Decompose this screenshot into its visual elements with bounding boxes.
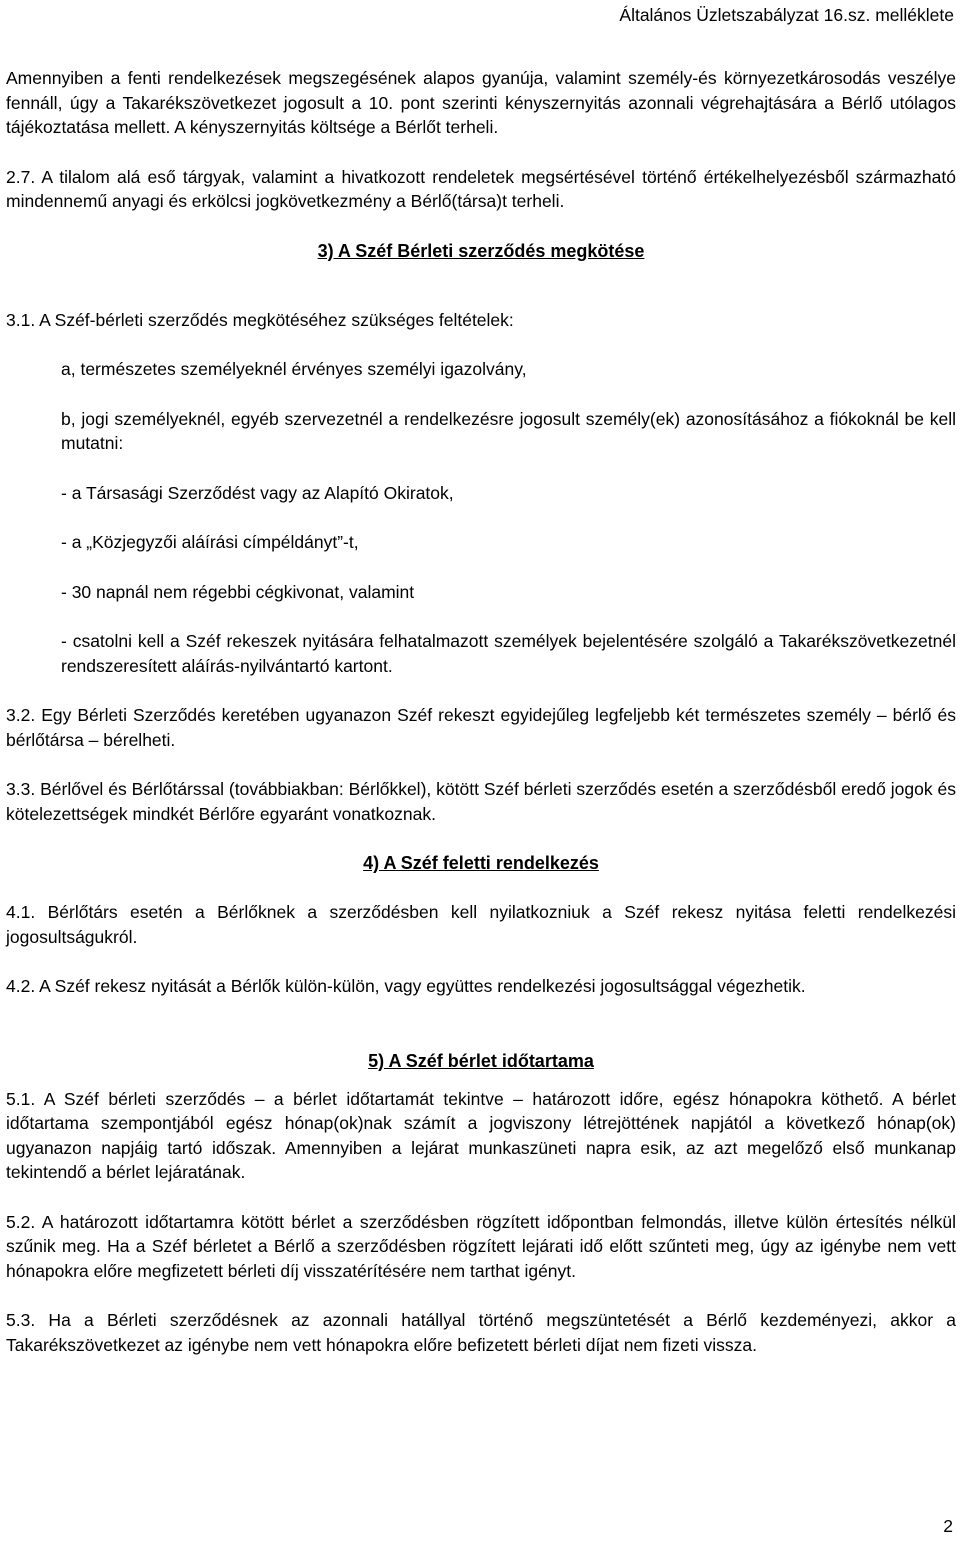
paragraph-intro: Amennyiben a fenti rendelkezések megszegésének alapos gyanúja, valamint személy-és környezetkárosodás veszélye fennáll, úgy a Takarékszövetkezet jogosult a 10. pont szerinti kényszernyitás azonnali végrehajtására a Bérlő utólagos tájékoztatása mellett. A kényszernyitás költsége a Bérlőt terheli. [6,68,956,137]
paragraph-3-1-b: b, jogi személyeknél, egyéb szervezetnél a rendelkezésre jogosult személy(ek) azonosításához a fiókoknál be kell mutatni: [61,408,956,453]
section-heading-3: 3) A Széf Bérleti szerződés megkötése [317,240,645,261]
page-header: Általános Üzletszabályzat 16.sz. melléklete [619,5,954,25]
list-item-dash-2: - a „Közjegyzői aláírási címpéldányt”-t, [61,532,359,552]
paragraph-3-1: 3.1. A Széf-bérleti szerződés megkötéséhez szükséges feltételek: [6,309,514,330]
paragraph-3-2: 3.2. Egy Bérleti Szerződés keretében ugyanazon Széf rekeszt egyidejűleg legfeljebb két természetes személy – bérlő és bérlőtársa – bérelheti. [6,705,956,750]
paragraph-3-1-a: a, természetes személyeknél érvényes személyi igazolvány, [61,359,527,379]
list-item-dash-3: - 30 napnál nem régebbi cégkivonat, valamint [61,581,415,602]
section-heading-4: 4) A Széf feletti rendelkezés [363,853,599,873]
paragraph-4-1: 4.1. Bérlőtárs esetén a Bérlőknek a szerződésben kell nyilatkozniuk a Széf rekesz nyitása feletti rendelkezési jogosultságukról. [6,902,956,947]
paragraph-5-1: 5.1. A Széf bérleti szerződés – a bérlet időtartamát tekintve – határozott időre, egész hónapokra köthető. A bérlet időtartama szempontjából egész hónap(ok)nak számít a jogviszony létrejöttének napjától a következő hónap(ok) ugyanazon napjáig tartó időszak. Amennyiben a lejárat munkaszüneti napra esik, az azt megelőző első munkanap tekintendő a bérlet lejáratának. [6,1088,956,1182]
page-number: 2 [943,1516,953,1536]
paragraph-2-7: 2.7. A tilalom alá eső tárgyak, valamint a hivatkozott rendeletek megsértésével történő értékelhelyezésből származható mindennemű anyagi és erkölcsi jogkövetkezmény a Bérlő(társa)t terheli. [6,166,956,211]
paragraph-3-3: 3.3. Bérlővel és Bérlőtárssal (továbbiakban: Bérlőkkel), kötött Széf bérleti szerződés esetén a szerződésből eredő jogok és kötelezettségek mindkét Bérlőre egyaránt vonatkoznak. [6,779,956,824]
list-item-dash-4: - csatolni kell a Széf rekeszek nyitására felhatalmazott személyek bejelentésére szolgáló a Takarékszövetkezetnél rendszeresített aláírás-nyilvántartó kartont. [61,631,956,676]
paragraph-5-3: 5.3. Ha a Bérleti szerződésnek az azonnali hatállyal történő megszüntetését a Bérlő kezdeményezi, akkor a Takarékszövetkezet az igénybe nem vett hónapokra előre befizetett bérleti díjat nem fizeti vissza. [6,1310,956,1355]
section-heading-5: 5) A Széf bérlet időtartama [368,1050,594,1071]
paragraph-4-2: 4.2. A Széf rekesz nyitását a Bérlők külön-külön, vagy együttes rendelkezési jogosultsággal végezhetik. [6,976,806,996]
paragraph-5-2: 5.2. A határozott időtartamra kötött bérlet a szerződésben rögzített időpontban felmondás, illetve külön értesítés nélkül szűnik meg. Ha a Széf bérletet a Bérlő a szerződésben rögzített lejárati idő előtt szűnteti meg, úgy az igénybe nem vett hónapokra előre megfizetett bérleti díj visszatérítésére nem tarthat igényt. [6,1211,956,1281]
document-body [6,66,956,1357]
list-item-dash-1: - a Társasági Szerződést vagy az Alapító Okiratok, [61,482,454,503]
